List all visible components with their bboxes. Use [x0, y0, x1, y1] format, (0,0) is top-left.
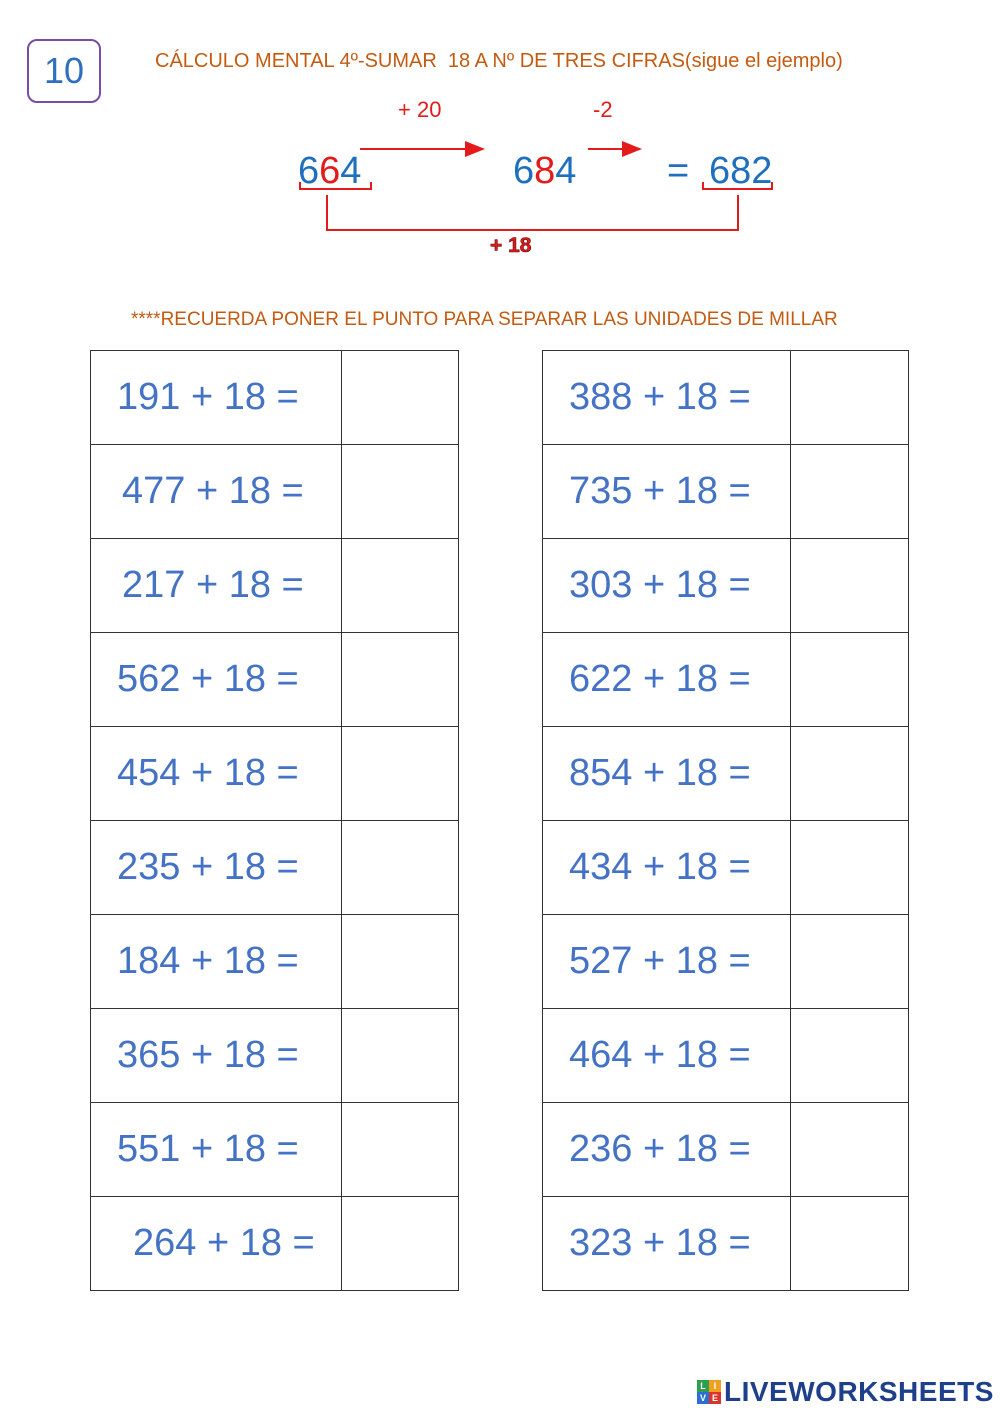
- exercise-row: [543, 633, 909, 727]
- exercise-question: 527 + 18 =: [543, 915, 791, 1009]
- answer-box[interactable]: [790, 915, 908, 1009]
- logo-text: LIVEWORKSHEETS: [724, 1376, 994, 1407]
- answer-box[interactable]: [790, 1103, 908, 1197]
- exercise-question: 735 + 18 =: [543, 445, 791, 539]
- page-number-badge: 10: [27, 39, 101, 103]
- exercise-row: [543, 915, 909, 1009]
- answer-box[interactable]: [790, 1197, 908, 1291]
- exercise-row: [543, 351, 909, 445]
- answer-box[interactable]: [790, 539, 908, 633]
- exercise-question: 562 + 18 =: [91, 633, 342, 727]
- answer-box[interactable]: [341, 727, 458, 821]
- exercise-row: [91, 1009, 459, 1103]
- answer-box[interactable]: [790, 445, 908, 539]
- exercise-question: 236 + 18 =: [543, 1103, 791, 1197]
- answer-box[interactable]: [790, 351, 908, 445]
- exercise-question: 264 + 18 =: [91, 1197, 342, 1291]
- exercise-question: 464 + 18 =: [543, 1009, 791, 1103]
- exercise-row: [543, 727, 909, 821]
- example-start-number: 664: [298, 150, 362, 192]
- answer-box[interactable]: [790, 821, 908, 915]
- exercise-row: [91, 633, 459, 727]
- step-minus-2-label: -2: [593, 97, 613, 122]
- exercise-question: 434 + 18 =: [543, 821, 791, 915]
- exercise-row: [543, 1197, 909, 1291]
- exercise-question: 184 + 18 =: [91, 915, 342, 1009]
- exercise-row: [543, 1103, 909, 1197]
- exercise-row: [91, 1197, 459, 1291]
- exercise-question: 477 + 18 =: [91, 445, 342, 539]
- answer-box[interactable]: [341, 821, 458, 915]
- exercise-row: [91, 821, 459, 915]
- exercise-question: 323 + 18 =: [543, 1197, 791, 1291]
- answer-box[interactable]: [790, 727, 908, 821]
- reminder-note: ****RECUERDA PONER EL PUNTO PARA SEPARAR LAS UNIDADES DE MILLAR: [131, 309, 838, 330]
- exercise-question: 454 + 18 =: [91, 727, 342, 821]
- exercise-question: 191 + 18 =: [91, 351, 342, 445]
- exercise-question: 551 + 18 =: [91, 1103, 342, 1197]
- exercise-row: [91, 1103, 459, 1197]
- exercise-row: [543, 445, 909, 539]
- exercise-question: 388 + 18 =: [543, 351, 791, 445]
- exercise-row: [91, 915, 459, 1009]
- exercise-row: [91, 539, 459, 633]
- worked-example: [0, 0, 1000, 280]
- answer-box[interactable]: [341, 633, 458, 727]
- exercise-question: 303 + 18 =: [543, 539, 791, 633]
- answer-box[interactable]: [790, 633, 908, 727]
- example-result-number: 682: [709, 150, 773, 192]
- answer-box[interactable]: [341, 915, 458, 1009]
- worksheet-title: CÁLCULO MENTAL 4º-SUMAR 18 A Nº DE TRES CIFRAS(sigue el ejemplo): [155, 50, 843, 72]
- exercise-row: [543, 1009, 909, 1103]
- exercise-table-right: [542, 350, 909, 1291]
- exercise-row: [543, 821, 909, 915]
- answer-box[interactable]: [341, 1009, 458, 1103]
- answer-box[interactable]: [341, 351, 458, 445]
- answer-box[interactable]: [341, 445, 458, 539]
- exercise-question: 854 + 18 =: [543, 727, 791, 821]
- example-total-label: + 18: [490, 234, 532, 257]
- answer-box[interactable]: [790, 1009, 908, 1103]
- example-middle-number: 684: [513, 150, 577, 192]
- exercise-question: 217 + 18 =: [91, 539, 342, 633]
- exercise-question: 235 + 18 =: [91, 821, 342, 915]
- exercise-question: 622 + 18 =: [543, 633, 791, 727]
- exercise-row: [91, 445, 459, 539]
- exercise-row: [91, 727, 459, 821]
- exercise-row: [543, 539, 909, 633]
- exercise-question: 365 + 18 =: [91, 1009, 342, 1103]
- logo-mark-icon: L I V E: [697, 1380, 721, 1404]
- liveworksheets-logo: [697, 1376, 994, 1408]
- bracket-connector: [327, 195, 738, 230]
- exercise-table-left: [90, 350, 459, 1291]
- answer-box[interactable]: [341, 1197, 458, 1291]
- exercise-row: [91, 351, 459, 445]
- example-equals-sign: =: [667, 150, 690, 192]
- answer-box[interactable]: [341, 539, 458, 633]
- answer-box[interactable]: [341, 1103, 458, 1197]
- step-plus-20-label: + 20: [398, 97, 442, 122]
